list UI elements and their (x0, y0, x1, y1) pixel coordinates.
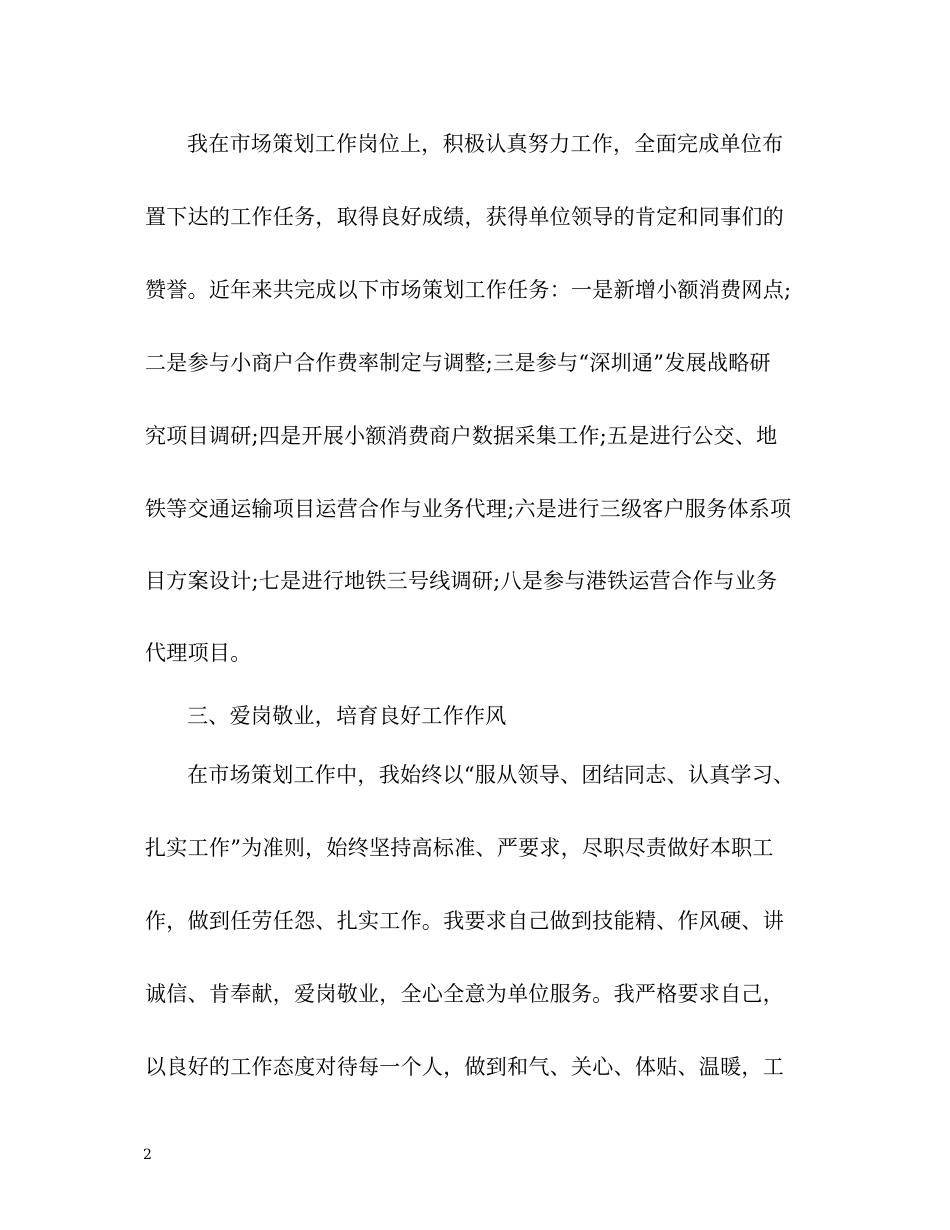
paragraph-2-line-2: 扎实工作”为准则，始终坚持高标准、严要求，尽职尽责做好本职工 (145, 836, 774, 860)
paragraph-1-line-5: 究项目调研;四是开展小额消费商户数据采集工作;五是进行公交、地 (145, 424, 778, 448)
paragraph-2-line-3: 作，做到任劳任怨、扎实工作。我要求自己做到技能精、作风硬、讲 (145, 909, 784, 933)
paragraph-2-line-4: 诚信、肯奉献，爱岗敬业，全心全意为单位服务。我严格要求自己， (145, 982, 784, 1006)
paragraph-1-line-8: 代理项目。 (145, 641, 252, 665)
paragraph-1-line-3: 赞誉。近年来共完成以下市场策划工作任务：一是新增小额消费网点; (145, 278, 792, 302)
paragraph-1-line-2: 置下达的工作任务，取得良好成绩，获得单位领导的肯定和同事们的 (145, 205, 784, 229)
paragraph-1-line-4: 二是参与小商户合作费率制定与调整;三是参与“深圳通”发展战略研 (145, 351, 771, 375)
paragraph-1-line-6: 铁等交通运输项目运营合作与业务代理;六是进行三级客户服务体系项 (145, 497, 792, 521)
paragraph-2-line-1: 在市场策划工作中，我始终以“服从领导、团结同志、认真学习、 (187, 763, 795, 787)
page-number: 2 (143, 1147, 152, 1163)
paragraph-1-line-7: 目方案设计;七是进行地铁三号线调研;八是参与港铁运营合作与业务 (145, 569, 778, 593)
paragraph-1-line-1: 我在市场策划工作岗位上，积极认真努力工作，全面完成单位布 (187, 132, 784, 156)
paragraph-2-line-5: 以良好的工作态度对待每一个人，做到和气、关心、体贴、温暖，工 (145, 1055, 784, 1079)
section-heading: 三、爱岗敬业，培育良好工作作风 (187, 704, 507, 728)
